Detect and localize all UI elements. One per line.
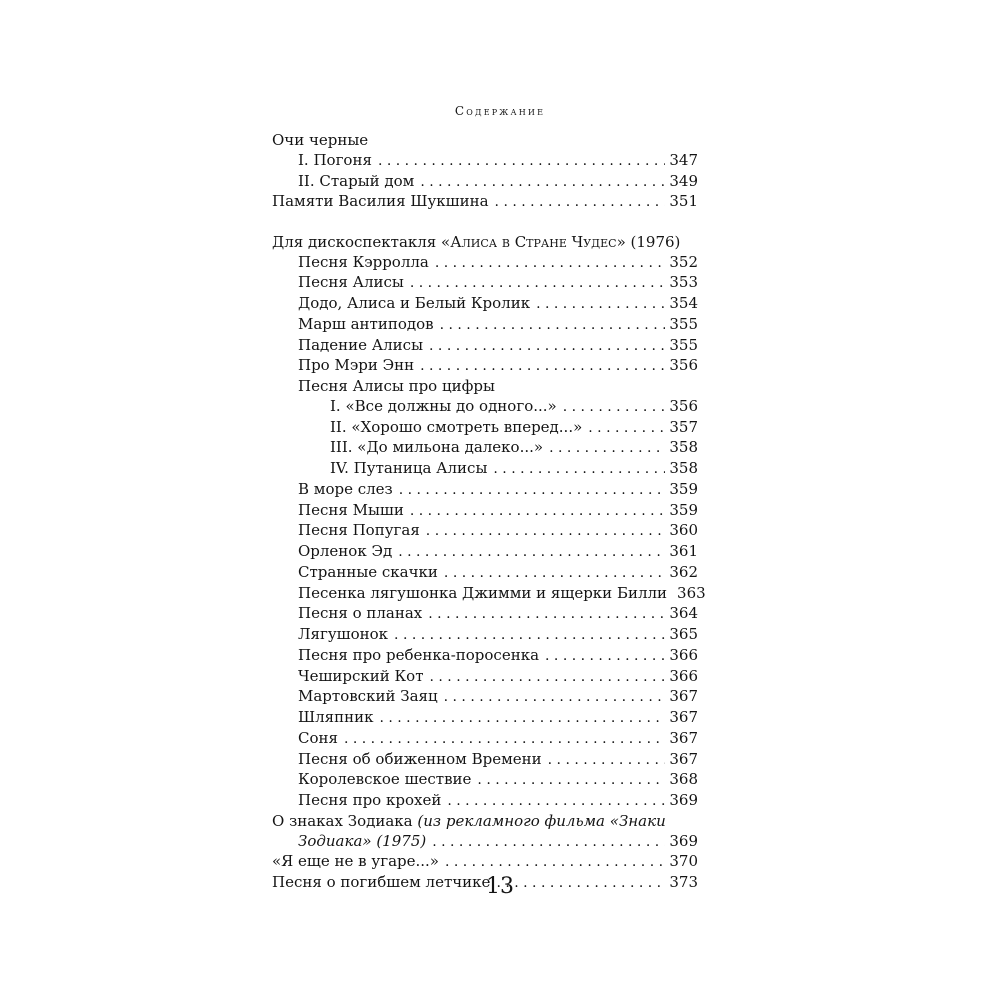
toc-entry <box>272 542 698 563</box>
dot-leader <box>536 295 665 315</box>
toc-entry <box>272 521 698 542</box>
toc-entry <box>272 253 698 274</box>
section-work-title: «Алиса в Стране Чудес» <box>441 232 626 251</box>
toc-entry-title: Королевское шествие <box>298 770 472 789</box>
toc-entry <box>272 791 698 812</box>
toc-entry <box>272 583 706 605</box>
toc-entry-ugare <box>272 852 698 873</box>
toc-page-number: 359 <box>669 500 698 519</box>
toc-page-number: 367 <box>669 708 698 726</box>
section-gap <box>272 213 698 233</box>
toc-page-number: 360 <box>669 521 698 540</box>
toc-entry-title: Шляпник <box>298 708 374 726</box>
toc-entry-title: I. «Все должны до одного...» <box>330 396 557 415</box>
toc-page-number: 370 <box>669 852 698 871</box>
toc-page-number: 369 <box>669 791 698 809</box>
toc-entry-title: Песня Попугая <box>298 521 420 540</box>
toc-page-number: 352 <box>669 252 698 271</box>
toc-page-number: 354 <box>669 294 698 312</box>
dot-leader <box>429 337 665 357</box>
toc-page-number: 347 <box>669 150 698 169</box>
toc-entry-shukshin <box>272 192 698 213</box>
toc-entry-title: Песня Алисы про цифры <box>298 377 495 395</box>
toc-page-number: 351 <box>669 192 698 211</box>
toc-entry-title: Песня про ребенка-поросенка <box>298 645 540 664</box>
dot-leader <box>549 439 665 459</box>
toc-entry-pogonya <box>272 151 698 172</box>
dot-leader <box>344 730 665 750</box>
toc-page-number: 366 <box>669 666 698 685</box>
toc-entry <box>272 604 698 625</box>
running-head: Содержание <box>454 104 546 118</box>
dot-leader <box>426 522 666 542</box>
dot-leader <box>444 564 665 584</box>
dot-leader <box>379 709 665 729</box>
toc-entry-title: Соня <box>298 728 338 747</box>
dot-leader <box>440 316 666 336</box>
toc-entry <box>272 687 698 708</box>
toc-entry-title: «Я еще не в угаре...» <box>272 852 439 871</box>
toc-entry-title: Падение Алисы <box>298 335 424 354</box>
toc-page-number: 355 <box>669 335 698 354</box>
toc-page-number: 367 <box>669 749 698 768</box>
toc-entry-title: Песенка лягушонка Джимми и ящерки Билли <box>298 583 668 602</box>
dot-leader <box>445 853 665 873</box>
dot-leader <box>420 173 665 193</box>
dot-leader <box>548 751 666 771</box>
toc-entry-zodiac <box>272 812 698 832</box>
toc-page-number: 359 <box>669 479 698 498</box>
toc-entry <box>272 667 698 688</box>
toc-subentry <box>272 438 698 459</box>
toc-entry <box>272 750 698 771</box>
section-prefix: Для дискоспектакля <box>272 232 442 251</box>
dot-leader <box>432 833 665 853</box>
table-of-contents <box>272 131 706 894</box>
toc-page-number: 367 <box>669 728 698 747</box>
toc-entry-title: Песня Мыши <box>298 500 404 519</box>
dot-leader <box>430 668 666 688</box>
toc-entry <box>272 356 698 377</box>
toc-entry-title: Орленок Эд <box>298 542 393 560</box>
toc-page-number: 369 <box>669 831 698 850</box>
toc-entry <box>272 646 698 667</box>
toc-entry-title: Песня про крохей <box>298 791 442 809</box>
toc-subentry <box>272 459 698 480</box>
dot-leader <box>588 419 665 439</box>
zodiac-note: (из рекламного фильма «Знаки <box>417 811 666 830</box>
toc-entry-title <box>272 812 666 832</box>
dot-leader <box>545 647 665 667</box>
toc-entry-title: Чеширский Кот <box>298 666 424 685</box>
toc-page-number: 356 <box>669 396 698 415</box>
toc-entry <box>272 729 698 750</box>
toc-page-number: 367 <box>669 687 698 706</box>
toc-entry-title: I. Погоня <box>298 150 372 169</box>
toc-entry-title: Додо, Алиса и Белый Кролик <box>298 294 531 312</box>
dot-leader <box>394 626 665 646</box>
zodiac-note-continued: Зодиака» (1975) <box>298 831 427 850</box>
toc-entry-title: Памяти Василия Шукшина <box>272 192 489 211</box>
toc-entry <box>272 480 698 501</box>
dot-leader <box>493 460 665 480</box>
dot-leader <box>495 193 666 213</box>
toc-page-number: 355 <box>669 314 698 333</box>
toc-page-number: 373 <box>669 873 698 891</box>
toc-entry-title: II. Старый дом <box>298 171 415 190</box>
toc-entry-title: Странные скачки <box>298 562 438 581</box>
toc-entry-title: Про Мэри Энн <box>298 356 415 375</box>
toc-subentry <box>272 397 698 418</box>
toc-entry-title: II. «Хорошо смотреть вперед...» <box>330 417 583 436</box>
toc-entry <box>272 563 698 584</box>
toc-subentry <box>272 418 698 439</box>
toc-entry-title: III. «До мильона далеко...» <box>330 438 544 457</box>
toc-page-number: 365 <box>669 625 698 643</box>
toc-entry-title: Песня Кэрролла <box>298 252 429 271</box>
toc-entry <box>272 273 698 294</box>
dot-leader <box>477 771 665 791</box>
toc-entry <box>272 336 698 357</box>
toc-entry-stary-dom <box>272 172 698 193</box>
toc-section-title <box>272 233 680 253</box>
dot-leader <box>444 688 666 708</box>
toc-page-number: 362 <box>669 562 698 581</box>
toc-entry-zodiac-continued <box>272 832 698 853</box>
toc-page-number: 363 <box>677 583 706 602</box>
dot-leader <box>398 543 665 563</box>
section-year: (1976) <box>625 232 681 251</box>
dot-leader <box>410 502 666 522</box>
toc-entry-title: Мартовский Заяц <box>298 687 438 706</box>
toc-entry <box>272 708 698 729</box>
toc-entry-heading <box>272 377 698 397</box>
toc-page-number: 356 <box>669 356 698 375</box>
toc-entry <box>272 770 698 791</box>
toc-entry <box>272 625 698 646</box>
toc-page-number: 358 <box>669 438 698 457</box>
toc-entry <box>272 501 698 522</box>
toc-section-alisa <box>272 233 698 253</box>
dot-leader <box>428 605 665 625</box>
toc-page-number: 361 <box>669 542 698 560</box>
toc-entry-title: В море слез <box>298 479 393 498</box>
toc-entry-title: Песня об обиженном Времени <box>298 749 542 768</box>
page-folio: 13 <box>486 874 514 899</box>
toc-entry-title: Песня о погибшем летчике <box>272 873 491 891</box>
toc-entry-ochi-chernye <box>272 131 698 151</box>
toc-entry <box>272 294 698 315</box>
dot-leader <box>399 481 666 501</box>
toc-page-number: 357 <box>669 417 698 436</box>
toc-entry-title: Песня о планах <box>298 604 423 623</box>
toc-page-number: 368 <box>669 770 698 789</box>
dot-leader <box>563 398 666 418</box>
toc-entry-title: Лягушонок <box>298 625 389 643</box>
toc-page-number: 349 <box>669 171 698 190</box>
toc-entry-title: Очи черные <box>272 131 369 149</box>
dot-leader <box>447 792 665 812</box>
toc-page-number: 358 <box>669 459 698 477</box>
zodiac-title: О знаках Зодиака <box>272 811 418 830</box>
toc-page-number: 353 <box>669 273 698 292</box>
dot-leader <box>410 274 666 294</box>
dot-leader <box>378 152 665 172</box>
dot-leader <box>420 357 665 377</box>
dot-leader <box>435 254 666 274</box>
toc-entry-title: Марш антиподов <box>298 314 434 333</box>
toc-entry <box>272 315 698 336</box>
toc-entry-title: Песня Алисы <box>298 273 404 292</box>
toc-page-number: 366 <box>669 645 698 664</box>
toc-entry-title: IV. Путаница Алисы <box>330 459 488 477</box>
toc-page-number: 364 <box>669 604 698 623</box>
